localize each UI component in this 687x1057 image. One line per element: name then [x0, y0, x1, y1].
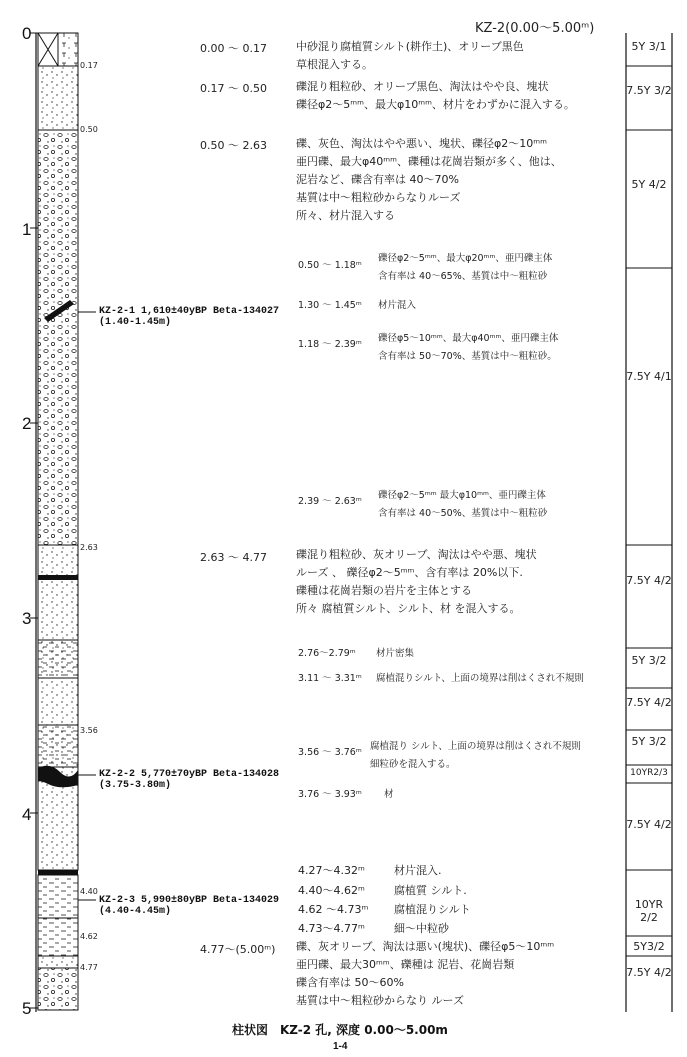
sublayer-line: 細粒砂を混入する。 [370, 759, 456, 770]
sublayer-description: 腐植混りシルト、上面の境界は削はくされ不規則 [376, 673, 584, 684]
boundary-label: 4.77 [80, 963, 98, 972]
munsell-color: 5Y 3/2 [631, 654, 667, 667]
layer-line: 礫径φ2～5ᵐᵐ、最大φ10ᵐᵐ、材片をわずかに混入する。 [296, 98, 575, 111]
sublayer-description: 腐植混りシルト [394, 903, 471, 916]
sample-label: KZ-2-1 1,610±40yBP Beta-134027 [99, 306, 280, 317]
sample-kz-2-1 [99, 306, 279, 328]
sublayer-description: 材片混入 [378, 300, 417, 311]
layer-line: 草根混入する。 [296, 58, 373, 71]
munsell-color: 7.5Y 3/2 [626, 84, 672, 97]
layer-line: 泥岩など、礫含有率は 40～70% [296, 173, 459, 186]
sample-kz-2-3 [99, 895, 279, 917]
depth-tick-1: 1 [22, 220, 32, 239]
layer-description [296, 38, 524, 74]
boundary-label: 0.50 [80, 125, 98, 134]
layer-line: 礫種は花崗岩類の岩片を主体とする [296, 584, 472, 597]
munsell-color: 7.5Y 4/2 [626, 818, 672, 831]
boundary-label: 0.17 [80, 61, 98, 70]
sublayer-range: 2.76～2.79ᵐ [298, 648, 356, 659]
depth-tick-4: 4 [22, 805, 32, 824]
layer-line: 礫混り粗粒砂、オリーブ黒色、淘汰はやや良、塊状 [296, 80, 549, 93]
layer-line: 亜円礫、最大φ40ᵐᵐ、礫種は花崗岩類が多く、他は、 [296, 155, 562, 168]
layer-line: 礫混り粗粒砂、灰オリーブ、淘汰はやや悪、塊状 [296, 548, 537, 561]
sublayer-range: 4.27～4.32ᵐ [298, 864, 365, 877]
sublayer-line: 腐植混り シルト、上面の境界は削はくされ不規則 [370, 741, 581, 752]
layer-line: 所々 腐植質シルト、シルト、材 を混入する。 [296, 602, 521, 615]
borehole-range-title: KZ-2(0.00～5.00ᵐ) [475, 21, 595, 36]
munsell-color: 10YR2/3 [630, 768, 668, 778]
sublayer-description [378, 330, 558, 366]
sublayer-range: 3.11 ～ 3.31ᵐ [298, 673, 362, 684]
sublayer-line: 含有率は 40～65%、基質は中～粗粒砂 [378, 271, 548, 282]
sample-range: (4.40-4.45m) [99, 906, 172, 917]
boundary-label: 3.56 [80, 726, 98, 735]
layer-line: 礫含有率は 50～60% [296, 976, 404, 989]
depth-tick-5: 5 [22, 999, 32, 1018]
sublayer-range: 4.73～4.77ᵐ [298, 922, 365, 935]
sublayer-range: 1.30 ～ 1.45ᵐ [298, 300, 362, 311]
sublayer-range: 3.56 ～ 3.76ᵐ [298, 747, 362, 758]
sample-label: KZ-2-2 5,770±70yBP Beta-134028 [99, 769, 280, 780]
sublayer-description: 腐植質 シルト. [394, 884, 467, 897]
sublayer-description [370, 738, 581, 774]
depth-tick-3: 3 [22, 609, 32, 628]
munsell-color: 7.5Y 4/2 [626, 574, 672, 587]
sublayer-range: 0.50 ～ 1.18ᵐ [298, 260, 362, 271]
sublayer-description [378, 487, 547, 523]
layer-range: 0.17 ～ 0.50 [200, 82, 267, 95]
layer-line: 礫、灰色、淘汰はやや悪い、塊状、礫径φ2～10ᵐᵐ [296, 137, 547, 150]
munsell-color: 7.5Y 4/1 [626, 370, 672, 383]
boundary-label: 4.40 [80, 887, 98, 896]
sublayer-description: 材片混入. [394, 864, 442, 877]
layer-description [296, 938, 554, 1010]
layer-line: 中砂混り腐植質シルト(耕作土)、オリーブ黒色 [296, 40, 524, 53]
depth-tick-2: 2 [22, 414, 32, 433]
layer-line: 基質は中～粗粒砂からなり ルーズ [296, 994, 464, 1007]
munsell-color: 7.5Y 4/2 [626, 696, 672, 709]
sublayer-line: 礫径φ5～10ᵐᵐ、最大φ40ᵐᵐ、亜円礫主体 [378, 333, 559, 344]
munsell-color: 5Y 3/2 [631, 735, 667, 748]
layer-line: 基質は中～粗粒砂からなりルーズ [296, 191, 461, 204]
sublayer-description: 細～中粒砂 [394, 922, 449, 935]
layer-range: 2.63 ～ 4.77 [200, 551, 267, 564]
sublayer-description: 材片密集 [376, 648, 415, 659]
layer-line: ルーズ 、 礫径φ2～5ᵐᵐ、含有率は 20%以下. [296, 566, 523, 579]
sublayer-range: 4.62 ～4.73ᵐ [298, 903, 369, 916]
sublayer-range: 3.76 ～ 3.93ᵐ [298, 789, 362, 800]
sublayer-line: 礫径φ2～5ᵐᵐ、最大φ20ᵐᵐ、亜円礫主体 [378, 253, 553, 264]
layer-description [296, 546, 537, 618]
sample-kz-2-2 [99, 769, 279, 791]
layer-line: 所々、材片混入する [296, 209, 395, 222]
munsell-color: 5Y 3/1 [631, 40, 667, 53]
layer-line: 礫、灰オリーブ、淘汰は悪い(塊状)、礫径φ5～10ᵐᵐ [296, 940, 555, 953]
layer-description [296, 135, 562, 225]
layer-range: 0.00 ～ 0.17 [200, 42, 267, 55]
layer-range: 0.50 ～ 2.63 [200, 139, 267, 152]
boundary-label: 4.62 [80, 932, 98, 941]
sublayer-line: 含有率は 40～50%、基質は中～粗粒砂 [378, 508, 548, 519]
munsell-color: 5Y3/2 [633, 940, 665, 953]
sublayer-description: 材 [384, 789, 394, 800]
boundary-label: 2.63 [80, 543, 98, 552]
munsell-color: 10YR 2/2 [634, 898, 664, 924]
layer-description [296, 78, 575, 114]
layer-line: 亜円礫、最大30ᵐᵐ、礫種は 泥岩、花崗岩類 [296, 958, 515, 971]
sublayer-range: 1.18 ～ 2.39ᵐ [298, 339, 362, 350]
sample-range: (1.40-1.45m) [99, 317, 172, 328]
layer-range: 4.77～(5.00ᵐ) [200, 943, 276, 956]
depth-tick-0: 0 [22, 24, 32, 43]
page-number: 1-4 [333, 1041, 348, 1052]
munsell-color: 5Y 4/2 [631, 178, 667, 191]
sublayer-range: 4.40～4.62ᵐ [298, 884, 365, 897]
sublayer-line: 礫径φ2～5ᵐᵐ 最大φ10ᵐᵐ、亜円礫主体 [378, 490, 546, 501]
munsell-color: 7.5Y 4/2 [626, 966, 672, 979]
sample-label: KZ-2-3 5,990±80yBP Beta-134029 [99, 895, 280, 906]
figure-caption: 柱状図 KZ-2 孔, 深度 0.00～5.00m [232, 1023, 448, 1037]
sublayer-description [378, 250, 552, 286]
sublayer-range: 2.39 ～ 2.63ᵐ [298, 496, 362, 507]
sublayer-line: 含有率は 50～70%、基質は中～粗粒砂。 [378, 351, 557, 362]
sample-range: (3.75-3.80m) [99, 780, 172, 791]
